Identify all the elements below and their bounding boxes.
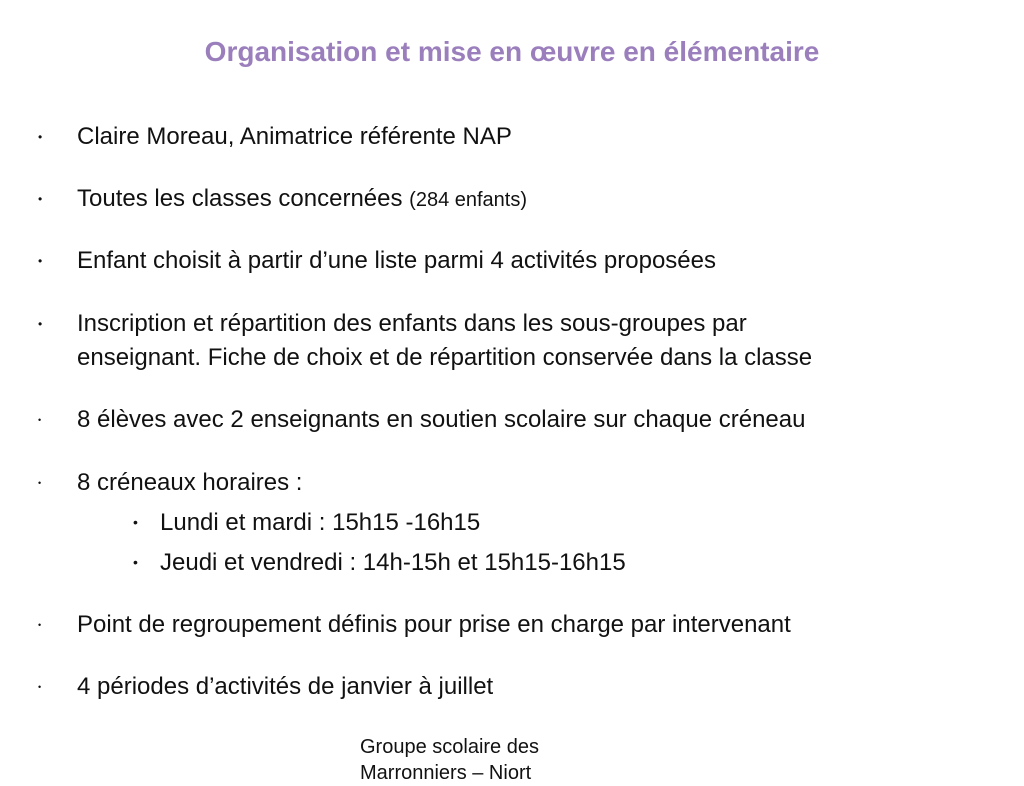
bullet-marker: • <box>38 317 43 331</box>
bullet-text: 8 élèves avec 2 enseignants en soutien scolaire sur chaque créneau <box>77 406 806 433</box>
bullet-text <box>77 182 527 217</box>
sub-bullet-text: Lundi et mardi : 15h15 -16h15 <box>160 509 481 536</box>
bullet-marker: • <box>38 620 42 630</box>
slide-title: Organisation et mise en œuvre en élémentaire <box>204 36 820 67</box>
slide-footer <box>360 734 539 786</box>
bullet-marker: • <box>38 254 43 268</box>
bullet-text-continued: enseignant. Fiche de choix et de répartition conservée dans la classe <box>77 344 813 371</box>
bullet-marker: • <box>38 130 43 144</box>
bullet-text: Claire Moreau, Animatrice référente NAP <box>77 123 512 150</box>
bullet-note: (284 enfants) <box>409 189 528 211</box>
sub-bullet-marker: • <box>133 554 138 570</box>
bullet-text: Point de regroupement définis pour prise en charge par intervenant <box>77 611 791 638</box>
bullet-text: 4 périodes d’activités de janvier à juillet <box>77 673 494 700</box>
bullet-text: Inscription et répartition des enfants dans les sous-groupes par <box>77 310 747 337</box>
bullet-marker: • <box>38 192 43 206</box>
footer-line-1: Groupe scolaire des <box>360 736 539 758</box>
bullet-marker: • <box>38 682 42 692</box>
sub-bullet-text: Jeudi et vendredi : 14h-15h et 15h15-16h15 <box>160 549 626 576</box>
bullet-marker: • <box>38 415 42 425</box>
bullet-main-text: Toutes les classes concernées <box>77 185 410 212</box>
bullet-text: Enfant choisit à partir d’une liste parmi 4 activités proposées <box>77 247 716 274</box>
sub-bullet-marker: • <box>133 514 138 530</box>
footer-line-2: Marronniers – Niort <box>360 762 532 784</box>
bullet-text: 8 créneaux horaires : <box>77 469 303 496</box>
bullet-marker: • <box>38 478 42 488</box>
